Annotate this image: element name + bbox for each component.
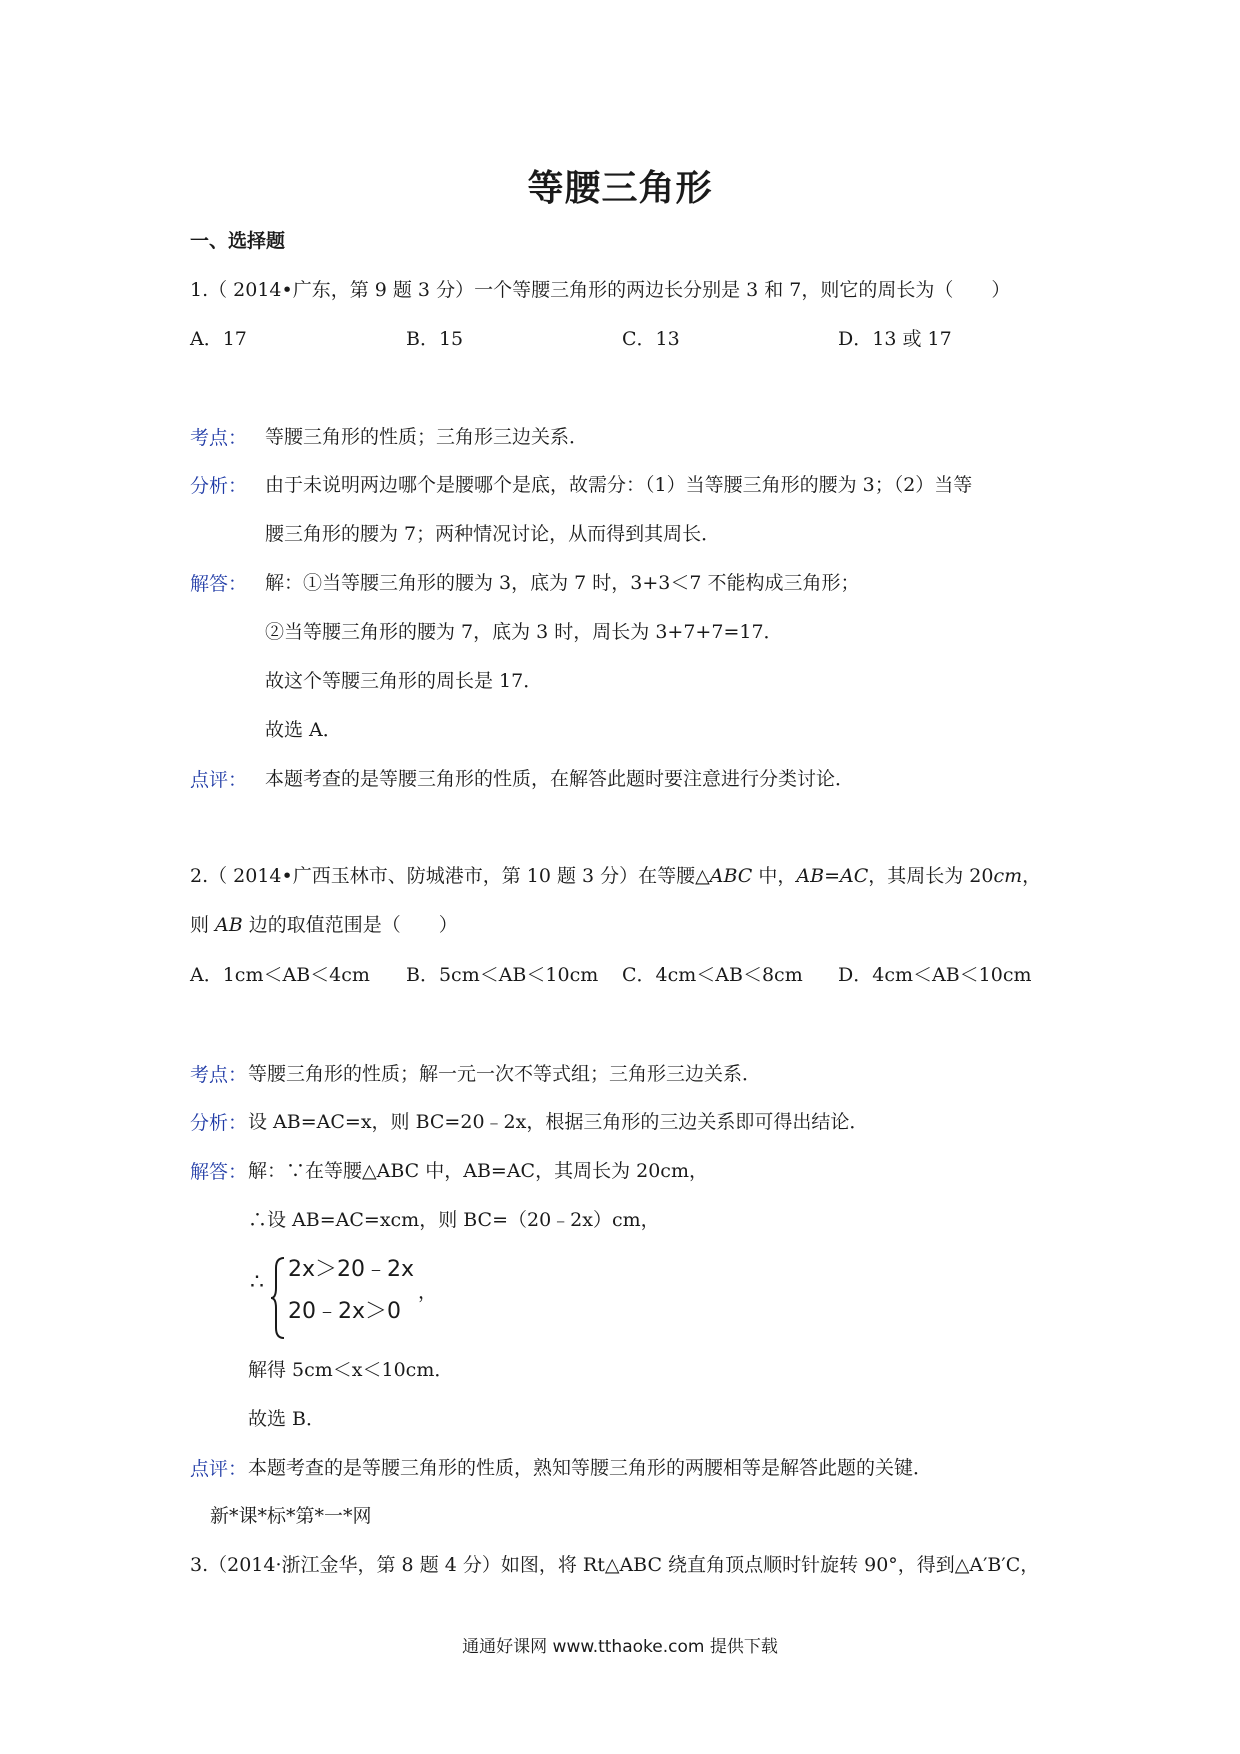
q1-fenxi-line-2: 腰三角形的腰为 7；两种情况讨论，从而得到其周长． — [265, 523, 721, 545]
q2-jieda-line-3: 解得 5cm＜x＜10cm． — [248, 1359, 454, 1381]
q1-jieda-line-4: 故选 A． — [265, 719, 342, 741]
q2-stem-line-1: 2.（ 2014•广西玉林市、防城港市，第 10 题 3 分）在等腰△ABC 中，AB=AC，其周长为 20cm， — [190, 865, 1042, 887]
therefore-symbol: ∴ — [250, 1270, 264, 1295]
q1-stem: 1.（ 2014•广东，第 9 题 3 分）一个等腰三角形的两边长分别是 3 和 7，则它的周长为（ ） — [190, 279, 1011, 301]
q2-kaodian: 等腰三角形的性质；解一元一次不等式组；三角形三边关系． — [248, 1063, 762, 1085]
q1-kaodian: 等腰三角形的性质；三角形三边关系． — [265, 426, 589, 448]
inequality-line-2: 20﹣2x＞0 — [288, 1299, 402, 1324]
q2-option-b: B．5cm＜AB＜10cm — [406, 964, 599, 986]
q1-jieda-line-3: 故这个等腰三角形的周长是 17． — [265, 670, 543, 692]
q1-fenxi-line-1: 由于未说明两边哪个是腰哪个是底，故需分：（1）当等腰三角形的腰为 3；（2）当等 — [265, 474, 973, 496]
q2-fenxi-label: 分析： — [190, 1112, 248, 1134]
q1-jieda-line-1: 解：①当等腰三角形的腰为 3，底为 7 时，3+3＜7 不能构成三角形； — [265, 572, 860, 594]
q1-jieda-line-2: ②当等腰三角形的腰为 7，底为 3 时，周长为 3+7+7=17． — [265, 621, 783, 643]
q2-option-c: C．4cm＜AB＜8cm — [622, 964, 803, 986]
q1-kaodian-label: 考点： — [190, 427, 248, 449]
q2-kaodian-label: 考点： — [190, 1064, 248, 1086]
q2-jieda-line-1: 解：∵在等腰△ABC 中，AB=AC，其周长为 20cm， — [248, 1160, 708, 1182]
q2-jieda-label: 解答： — [190, 1161, 248, 1183]
q1-option-d: D．13 或 17 — [838, 328, 952, 350]
q2-option-d: D．4cm＜AB＜10cm — [838, 964, 1032, 986]
q2-stem-line-2: 则 AB 边的取值范围是（ ） — [190, 914, 458, 936]
q3-stem: 3.（2014·浙江金华，第 8 题 4 分）如图，将 Rt△ABC 绕直角顶点顺时针旋转 90°，得到△A′B′C， — [190, 1554, 1040, 1576]
q2-dianping-label: 点评： — [190, 1458, 248, 1480]
q1-fenxi-label: 分析： — [190, 475, 248, 497]
q1-jieda-label: 解答： — [190, 573, 248, 595]
q1-dianping-label: 点评： — [190, 769, 248, 791]
q1-dianping: 本题考查的是等腰三角形的性质，在解答此题时要注意进行分类讨论． — [265, 768, 855, 790]
page-title: 等腰三角形 — [527, 168, 713, 209]
q2-jieda-line-2: ∴设 AB=AC=xcm，则 BC=（20﹣2x）cm， — [248, 1209, 660, 1231]
q2-option-a: A．1cm＜AB＜4cm — [190, 964, 370, 986]
q1-option-c: C．13 — [622, 328, 680, 350]
page-footer: 通通好课网 www.tthaoke.com 提供下载 — [462, 1637, 778, 1657]
inequality-line-1: 2x＞20﹣2x — [288, 1257, 415, 1282]
watermark-text: 新*课*标*第*一*网 — [210, 1505, 372, 1527]
left-brace-icon — [270, 1256, 288, 1340]
q2-fenxi: 设 AB=AC=x，则 BC=20﹣2x，根据三角形的三边关系即可得出结论． — [248, 1111, 869, 1133]
q2-dianping: 本题考查的是等腰三角形的性质，熟知等腰三角形的两腰相等是解答此题的关键． — [248, 1457, 933, 1479]
q1-option-b: B．15 — [406, 328, 464, 350]
q2-jieda-line-4: 故选 B． — [248, 1408, 326, 1430]
section-heading: 一、选择题 — [190, 230, 286, 252]
inequality-comma: ， — [418, 1281, 438, 1303]
q1-option-a: A．17 — [190, 328, 247, 350]
